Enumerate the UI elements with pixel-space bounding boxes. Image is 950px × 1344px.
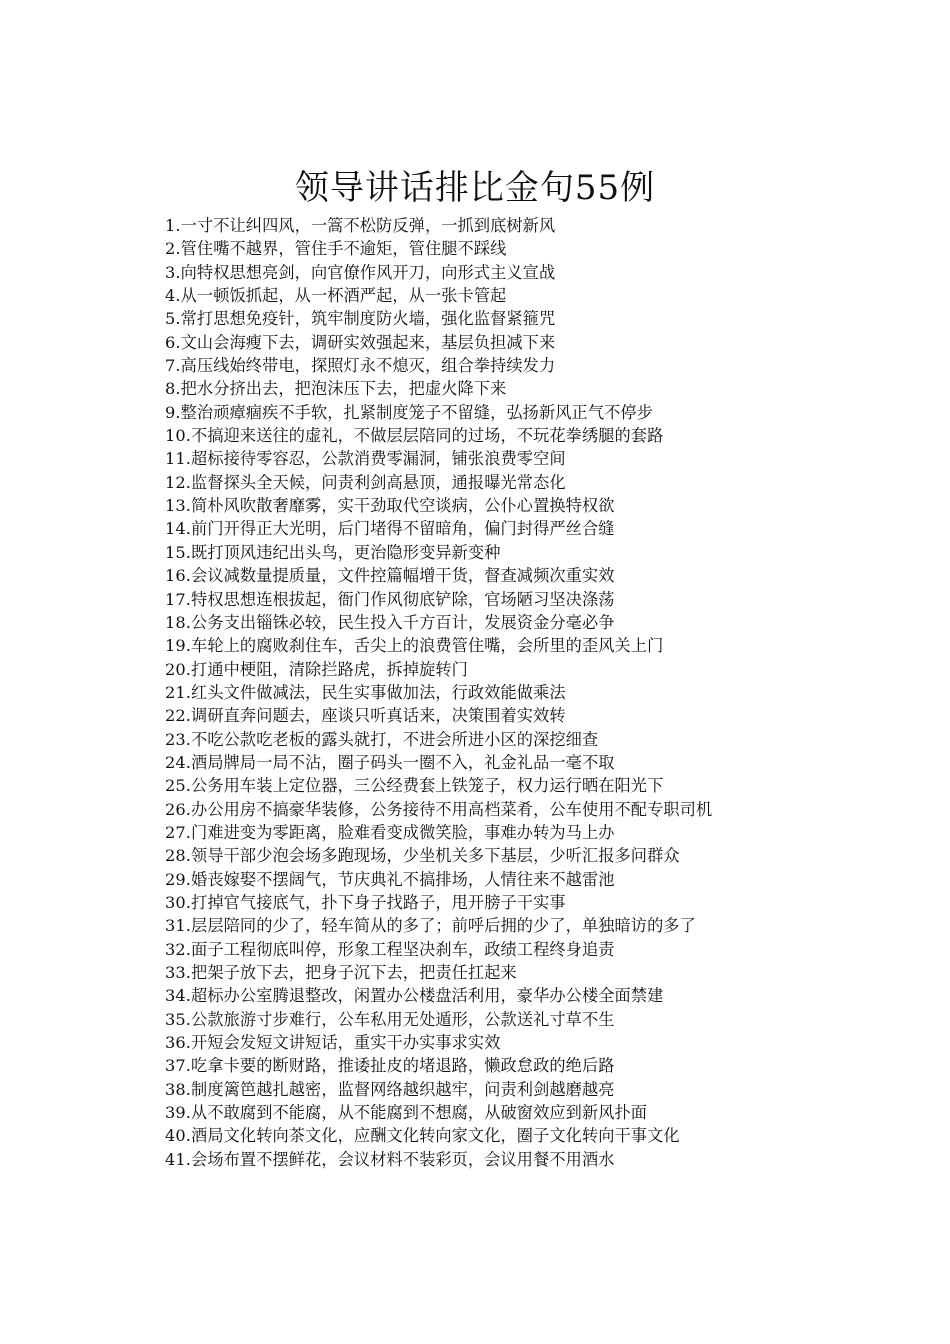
list-item: 7.高压线始终带电，探照灯永不熄灭，组合拳持续发力: [165, 356, 556, 376]
list-item: 14.前门开得正大光明，后门堵得不留暗角，偏门封得严丝合缝: [165, 519, 615, 539]
list-item: 11.超标接待零容忍，公款消费零漏洞，铺张浪费零空间: [165, 449, 566, 469]
list-item: 8.把水分挤出去，把泡沫压下去，把虚火降下来: [165, 379, 507, 399]
list-item: 32.面子工程彻底叫停，形象工程坚决刹车，政绩工程终身追责: [165, 939, 615, 959]
list-item: 34.超标办公室腾退整改，闲置办公楼盘活利用，豪华办公楼全面禁建: [165, 986, 664, 1006]
list-item: 28.领导干部少泡会场多跑现场，少坐机关多下基层，少听汇报多问群众: [165, 846, 680, 866]
list-item: 20.打通中梗阻，清除拦路虎，拆掉旋转门: [165, 659, 468, 679]
list-item: 31.层层陪同的少了，轻车简从的多了；前呼后拥的少了，单独暗访的多了: [165, 916, 696, 936]
list-item: 21.红头文件做减法，民生实事做加法，行政效能做乘法: [165, 682, 566, 702]
list-item: 25.公务用车装上定位器，三公经费套上铁笼子，权力运行晒在阳光下: [165, 776, 664, 796]
list-item: 15.既打顶风违纪出头鸟，更治隐形变异新变种: [165, 542, 501, 562]
list-item: 19.车轮上的腐败刹住车，舌尖上的浪费管住嘴，会所里的歪风关上门: [165, 636, 664, 656]
list-item: 38.制度篱笆越扎越密，监督网络越织越牢，问责利剑越磨越亮: [165, 1079, 615, 1099]
list-item: 4.从一顿饭抓起，从一杯酒严起，从一张卡管起: [165, 286, 507, 306]
list-item: 16.会议减数量提质量，文件控篇幅增干货，督查减频次重实效: [165, 566, 615, 586]
list-item: 30.打掉官气接底气，扑下身子找路子，甩开膀子干实事: [165, 892, 566, 912]
list-item: 1.一寸不让纠四风，一篙不松防反弹，一抓到底树新风: [165, 216, 556, 235]
list-item: 17.特权思想连根拔起，衙门作风彻底铲除，官场陋习坚决涤荡: [165, 589, 615, 609]
list-item: 39.从不敢腐到不能腐，从不能腐到不想腐，从破窗效应到新风扑面: [165, 1103, 648, 1123]
list-item: 10.不搞迎来送往的虚礼，不做层层陪同的过场，不玩花拳绣腿的套路: [165, 426, 664, 446]
list-item: 2.管住嘴不越界，管住手不逾矩，管住腿不踩线: [165, 239, 507, 259]
list-item: 5.常打思想免疫针，筑牢制度防火墙，强化监督紧箍咒: [165, 309, 556, 329]
list-item: 37.吃拿卡要的断财路，推诿扯皮的堵退路，懒政怠政的绝后路: [165, 1056, 615, 1076]
list-item: 23.不吃公款吃老板的露头就打，不进会所进小区的深挖细查: [165, 729, 599, 749]
list-item: 40.酒局文化转向茶文化，应酬文化转向家文化，圈子文化转向干事文化: [165, 1126, 680, 1146]
list-item: 24.酒局牌局一局不沾，圈子码头一圈不入，礼金礼品一毫不取: [165, 752, 615, 772]
list-item: 36.开短会发短文讲短话，重实干办实事求实效: [165, 1033, 501, 1053]
list-item: 3.向特权思想亮剑，向官僚作风开刀，向形式主义宣战: [165, 262, 556, 282]
list-item: 41.会场布置不摆鲜花，会议材料不装彩页，会议用餐不用酒水: [165, 1149, 615, 1169]
list-item: 9.整治顽瘴痼疾不手软，扎紧制度笼子不留缝，弘扬新风正气不停步: [165, 402, 653, 422]
numbered-list: [165, 214, 865, 1171]
list-item: 29.婚丧嫁娶不摆阔气，节庆典礼不搞排场，人情往来不越雷池: [165, 869, 615, 889]
list-item: 35.公款旅游寸步难行，公车私用无处遁形，公款送礼寸草不生: [165, 1009, 615, 1029]
document-title: 领导讲话排比金句55例: [294, 168, 656, 208]
list-item: 13.简朴风吹散奢靡雾，实干劲取代空谈病，公仆心置换特权欲: [165, 496, 615, 516]
list-item: 12.监督探头全天候，问责利剑高悬顶，通报曝光常态化: [165, 472, 566, 492]
list-item: 6.文山会海瘦下去，调研实效强起来，基层负担减下来: [165, 332, 556, 352]
list-item: 33.把架子放下去，把身子沉下去，把责任扛起来: [165, 963, 517, 982]
list-item: 22.调研直奔问题去，座谈只听真话来，决策围着实效转: [165, 706, 566, 726]
list-item: 26.办公用房不搞豪华装修，公务接待不用高档菜肴，公车使用不配专职司机: [165, 799, 713, 819]
list-item: 27.门难进变为零距离，脸难看变成微笑脸，事难办转为马上办: [165, 822, 615, 842]
list-item: 18.公务支出锱铢必较，民生投入千方百计，发展资金分毫必争: [165, 612, 615, 632]
